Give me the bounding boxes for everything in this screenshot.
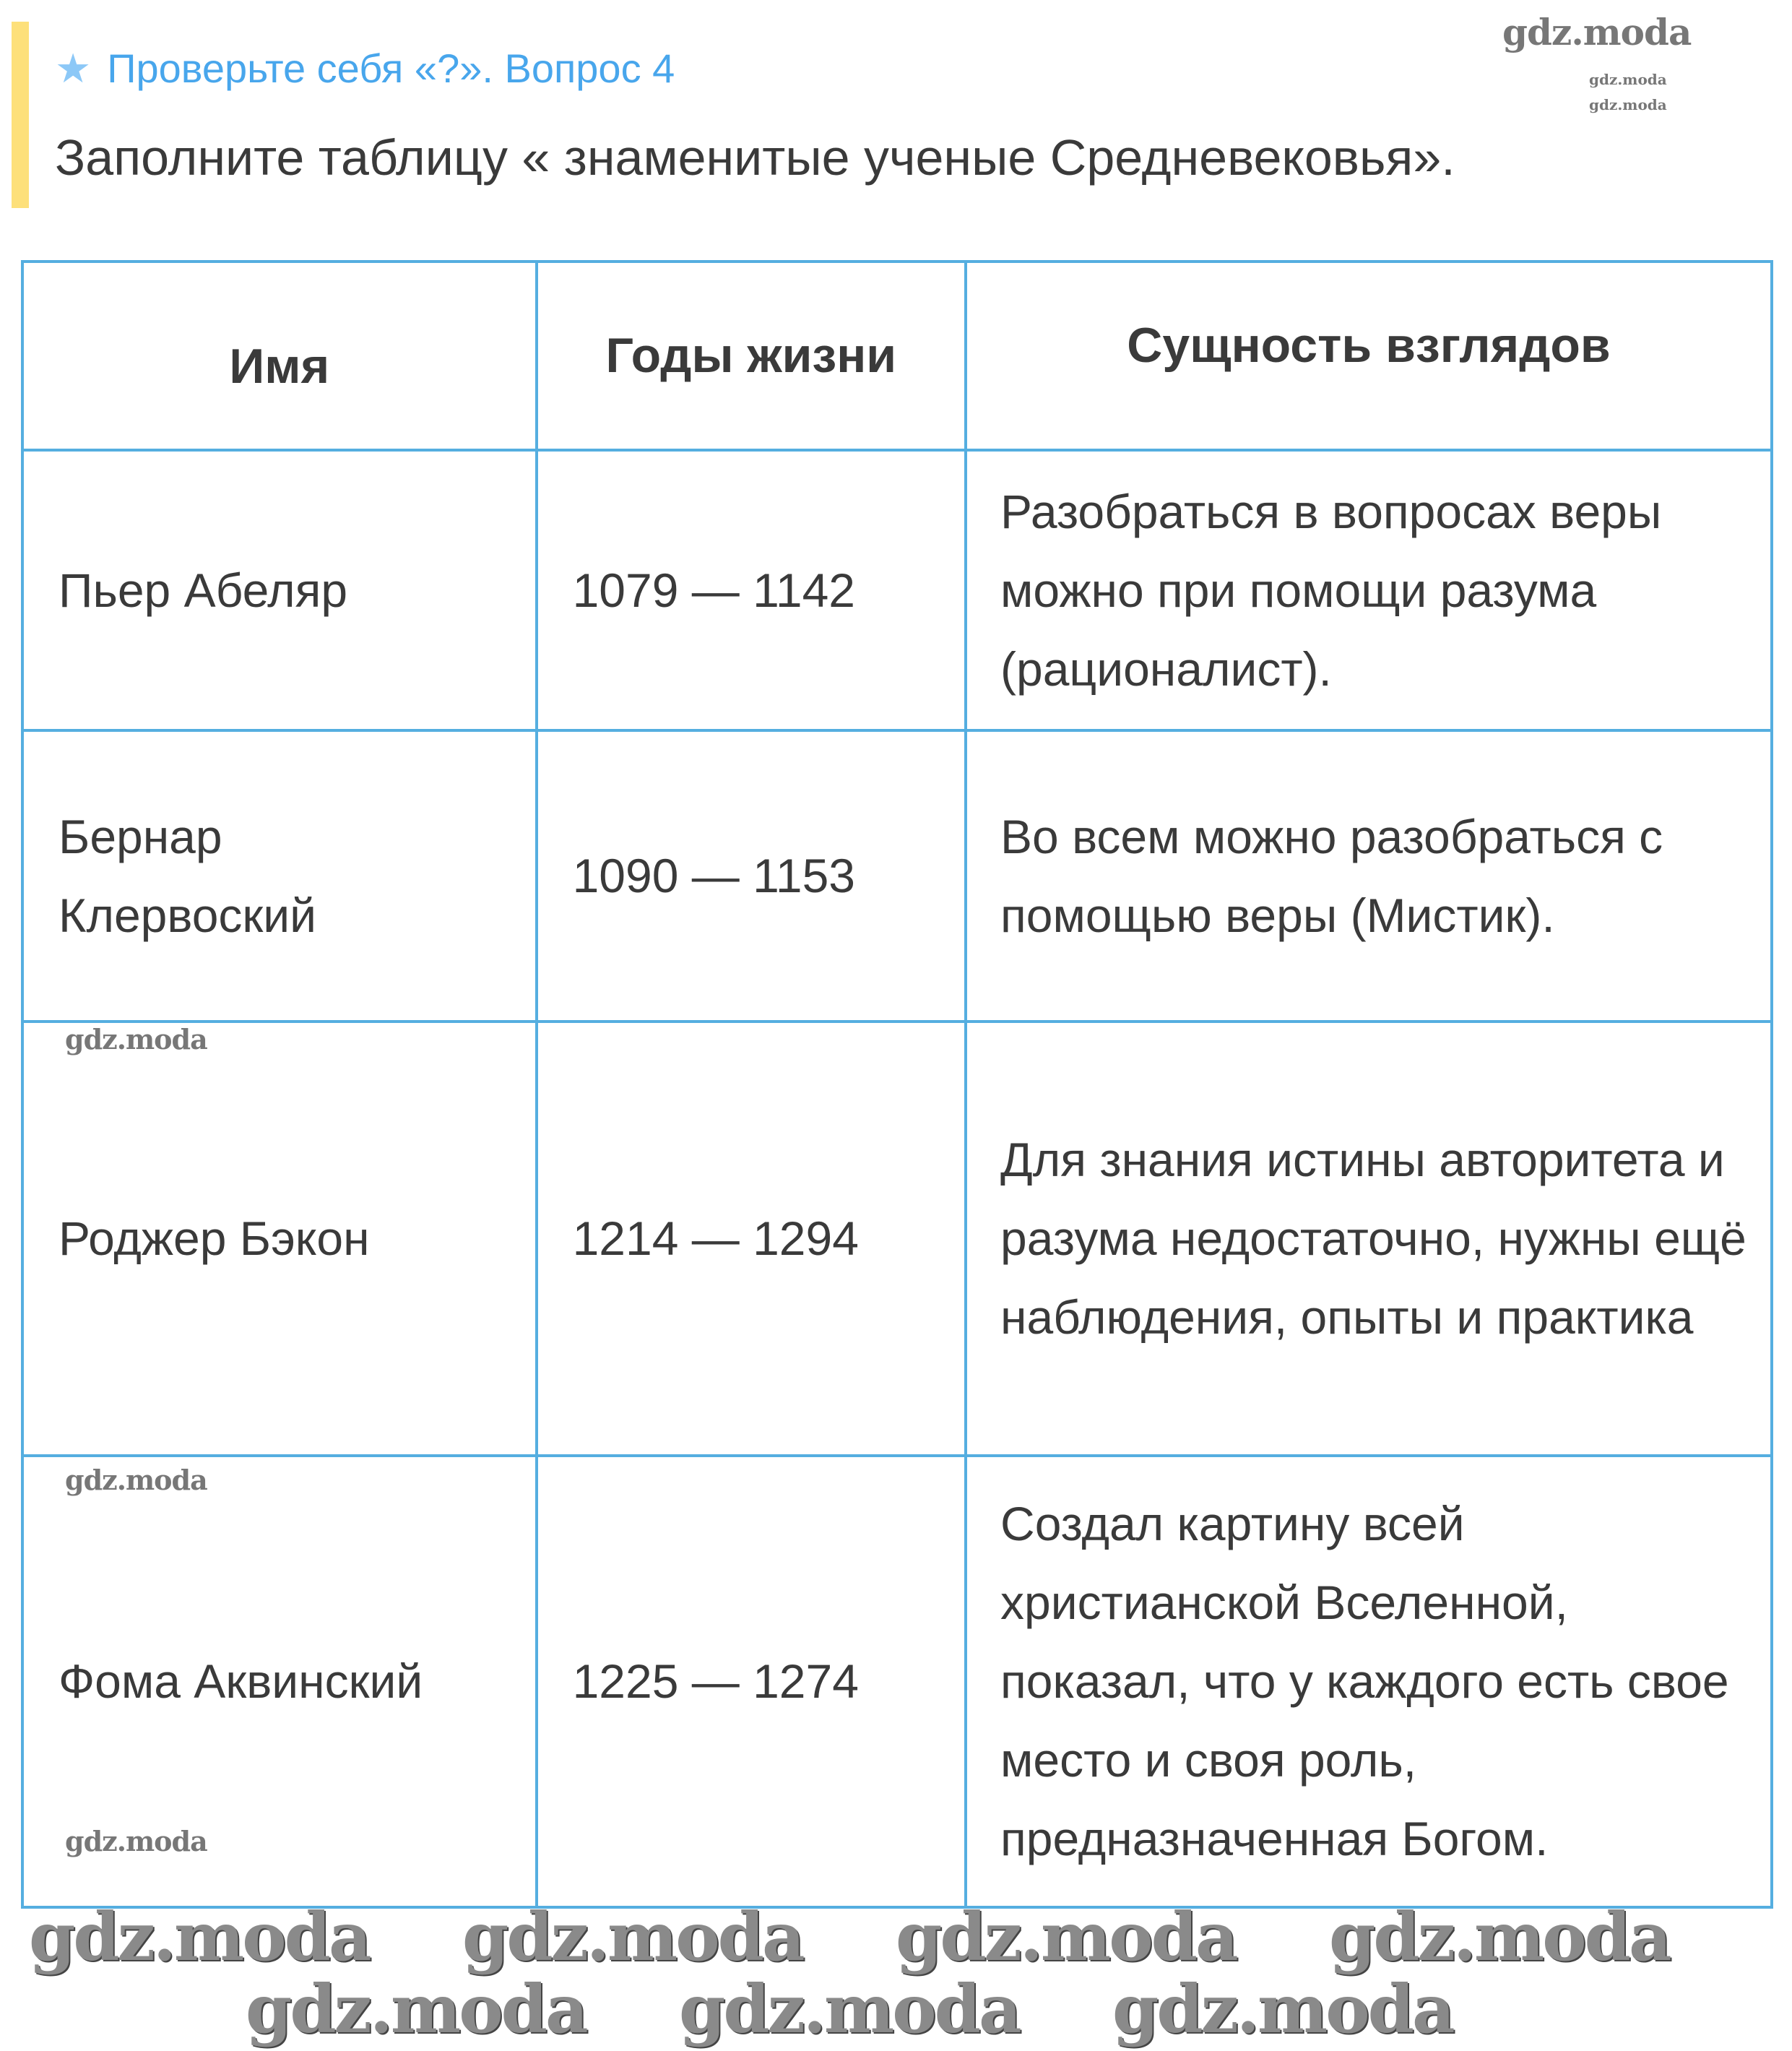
cell-views: Во всем можно разобраться с помощью веры (Мистик).	[966, 730, 1772, 1022]
column-header-years: Годы жизни	[537, 262, 966, 450]
table-header-row	[22, 262, 1772, 450]
task-text: Заполните таблицу « знаменитые ученые Средневековья».	[55, 129, 1455, 186]
accent-bar	[12, 22, 29, 208]
cell-years: 1079 — 1142	[537, 450, 966, 730]
table-row	[22, 1456, 1772, 1907]
watermark: gdz.moda	[679, 1970, 1020, 2048]
watermark: gdz.moda	[246, 1970, 586, 2048]
cell-views: Для знания истины авторитета и разума недостаточно, нужны ещё наблюдения, опыты и практика	[966, 1022, 1772, 1456]
watermark: gdz.moda	[1329, 1898, 1670, 1976]
column-header-name: Имя	[22, 262, 537, 450]
cell-views: Разобраться в вопросах веры можно при помощи разума (рационалист).	[966, 450, 1772, 730]
watermark: gdz.moda	[1112, 1970, 1453, 2048]
question-title	[55, 45, 675, 92]
cell-name: Бернар Клервоский	[22, 730, 537, 1022]
scientists-table	[21, 260, 1773, 1909]
cell-years: 1225 — 1274	[537, 1456, 966, 1907]
cell-years: 1090 — 1153	[537, 730, 966, 1022]
watermark: gdz.moda	[1589, 96, 1667, 113]
watermark: gdz.moda	[462, 1898, 803, 1976]
watermark: gdz.moda	[896, 1898, 1237, 1976]
watermark: gdz.moda	[65, 1464, 207, 1496]
watermark: gdz.moda	[1502, 11, 1692, 53]
cell-views: Создал картину всей христианской Вселенной, показал, что у каждого есть свое место и своя роль, предназначенная Богом.	[966, 1456, 1772, 1907]
column-header-views: Сущность взглядов	[966, 262, 1772, 450]
watermark: gdz.moda	[29, 1898, 370, 1976]
watermark: gdz.moda	[1589, 71, 1667, 88]
question-title-text: Проверьте себя «?». Вопрос 4	[107, 46, 675, 91]
table-row	[22, 730, 1772, 1022]
cell-name: Пьер Абеляр	[22, 450, 537, 730]
cell-years: 1214 — 1294	[537, 1022, 966, 1456]
watermark: gdz.moda	[65, 1825, 207, 1857]
watermark: gdz.moda	[65, 1023, 207, 1055]
table-row	[22, 1022, 1772, 1456]
cell-name: Роджер Бэкон	[22, 1022, 537, 1456]
star-icon: ★	[55, 46, 92, 91]
cell-name: Фома Аквинский	[22, 1456, 537, 1907]
table-row	[22, 450, 1772, 730]
